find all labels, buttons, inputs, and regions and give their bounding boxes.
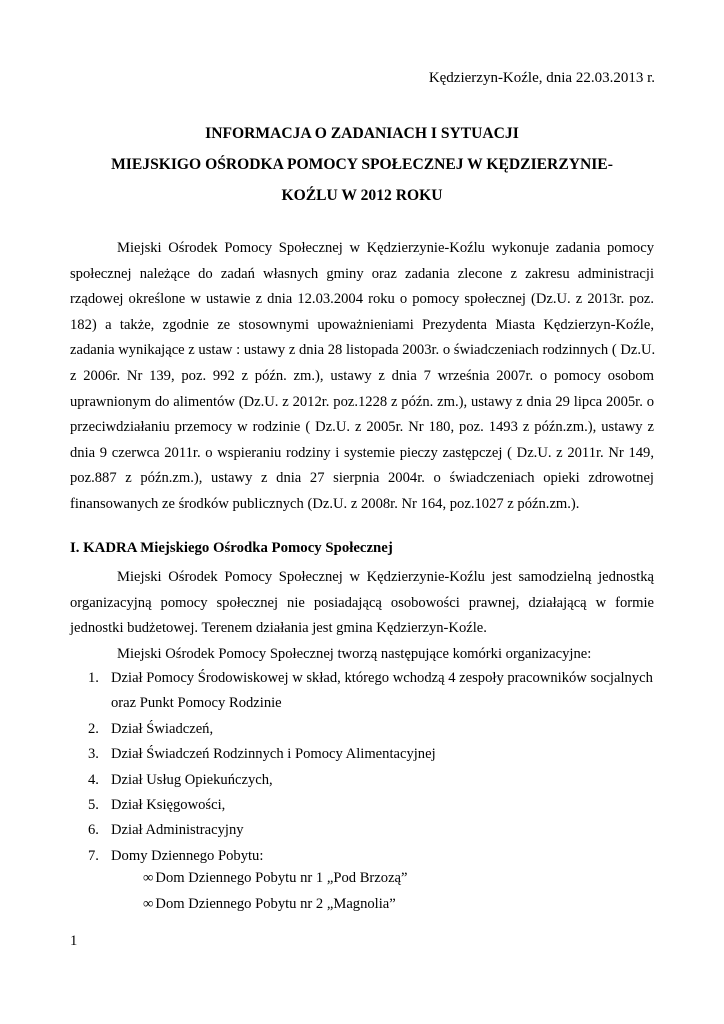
infinity-bullet-icon: ∞ bbox=[143, 896, 154, 912]
list-item-number: 5. bbox=[88, 797, 99, 814]
title-line-1: INFORMACJA O ZADANIACH I SYTUACJI bbox=[205, 125, 519, 142]
list-item bbox=[88, 666, 668, 717]
list-item-text: Dział Księgowości, bbox=[111, 797, 226, 814]
section-line: organizacyjną pomocy społecznej nie posiadającą osobowości prawnej, działającą w formie bbox=[70, 594, 654, 611]
section-line: Miejski Ośrodek Pomocy Społecznej tworzą następujące komórki organizacyjne: bbox=[117, 645, 592, 662]
list-item-text: Dział Pomocy Środowiskowej w skład, którego wchodzą 4 zespoły pracowników socjalnych bbox=[111, 670, 653, 686]
intro-paragraph bbox=[70, 236, 654, 518]
list-item bbox=[88, 818, 668, 843]
list-item-text: Dział Administracyjny bbox=[111, 822, 244, 839]
intro-line: finansowanych ze środków publicznych (Dz.U. z 2008r. Nr 164, poz.1027 z późn.zm.). bbox=[70, 495, 580, 512]
intro-line: z 2006r. Nr 139, poz. 992 z późn. zm.), ustawy z dnia 7 września 2007r. o pomocy osobom bbox=[70, 367, 654, 384]
sub-list-item-text: Dom Dziennego Pobytu nr 2 „Magnolia” bbox=[155, 896, 396, 912]
intro-line: społecznej należące do zadań własnych gminy oraz zadania zlecone z zakresu administracji bbox=[70, 265, 654, 282]
list-item-number: 7. bbox=[88, 847, 99, 864]
intro-line: Miejski Ośrodek Pomocy Społecznej w Kędzierzynie-Koźlu wykonuje zadania pomocy bbox=[117, 240, 654, 256]
section-line: jednostki budżetowej. Terenem działania jest gmina Kędzierzyn-Koźle. bbox=[70, 620, 487, 636]
list-item-number: 2. bbox=[88, 720, 99, 737]
section-heading-kadra: I. KADRA Miejskiego Ośrodka Pomocy Społecznej bbox=[70, 540, 393, 556]
sub-list-item bbox=[143, 896, 396, 913]
list-item-text: Dział Świadczeń, bbox=[111, 720, 214, 737]
list-item bbox=[88, 742, 668, 767]
list-item-number: 1. bbox=[88, 670, 99, 686]
list-item bbox=[88, 768, 668, 793]
list-item-number: 6. bbox=[88, 822, 99, 839]
document-date: Kędzierzyn-Koźle, dnia 22.03.2013 r. bbox=[428, 70, 655, 86]
sub-list-item bbox=[143, 870, 408, 887]
intro-line: przeciwdziałaniu przemocy w rodzinie ( Dz.U. z 2005r. Nr 180, poz. 1493 z późn.zm.), ustawy z bbox=[70, 419, 654, 436]
intro-line: 182) a także, zgodnie ze stosownymi upoważnieniami Prezydenta Miasta Kędzierzyn-Koźle, bbox=[70, 316, 654, 333]
intro-line: rządowej określone w ustawie z dnia 12.03.2004 roku o pomocy społecznej (Dz.U. z 2013r. poz. bbox=[70, 291, 654, 308]
list-item-text-continued: oraz Punkt Pomocy Rodzinie bbox=[111, 695, 282, 712]
page-number: 1 bbox=[70, 933, 78, 949]
list-item-text: Domy Dziennego Pobytu: bbox=[111, 847, 264, 864]
list-item bbox=[88, 844, 668, 869]
list-item-number: 3. bbox=[88, 746, 99, 763]
section-line: Miejski Ośrodek Pomocy Społecznej w Kędzierzynie-Koźlu jest samodzielną jednostką bbox=[117, 569, 654, 585]
list-item bbox=[88, 793, 668, 818]
title-line-2: MIEJSKIGO OŚRODKA POMOCY SPOŁECZNEJ W KĘDZIERZYNIE- bbox=[111, 156, 613, 173]
title-line-3: KOŹLU W 2012 ROKU bbox=[281, 187, 443, 204]
sub-list-item-text: Dom Dziennego Pobytu nr 1 „Pod Brzozą” bbox=[155, 870, 408, 886]
section-paragraph bbox=[70, 565, 654, 667]
list-item-text: Dział Świadczeń Rodzinnych i Pomocy Alimentacyjnej bbox=[111, 746, 436, 763]
list-item-text: Dział Usług Opiekuńczych, bbox=[111, 771, 273, 788]
list-item-number: 4. bbox=[88, 771, 99, 788]
document-title bbox=[70, 118, 654, 211]
intro-line: dnia 9 czerwca 2011r. o wspieraniu rodziny i systemie pieczy zastępczej ( Dz.U. z 2011r. Nr 149, bbox=[70, 444, 654, 461]
org-units-list bbox=[88, 666, 668, 869]
list-item bbox=[88, 717, 668, 742]
intro-line: uprawnionym do alimentów (Dz.U. z 2012r. poz.1228 z późn. zm.), ustawy z dnia 29 lipca 2005r. o bbox=[70, 393, 654, 410]
intro-line: zadania wynikające z ustaw : ustawy z dnia 28 listopada 2003r. o świadczeniach rodzinnych ( Dz.U. bbox=[70, 342, 656, 359]
infinity-bullet-icon: ∞ bbox=[143, 870, 154, 886]
intro-line: poz.887 z późn.zm.), ustawy z dnia 27 sierpnia 2004r. o świadczeniach opieki zdrowotnej bbox=[70, 470, 654, 487]
